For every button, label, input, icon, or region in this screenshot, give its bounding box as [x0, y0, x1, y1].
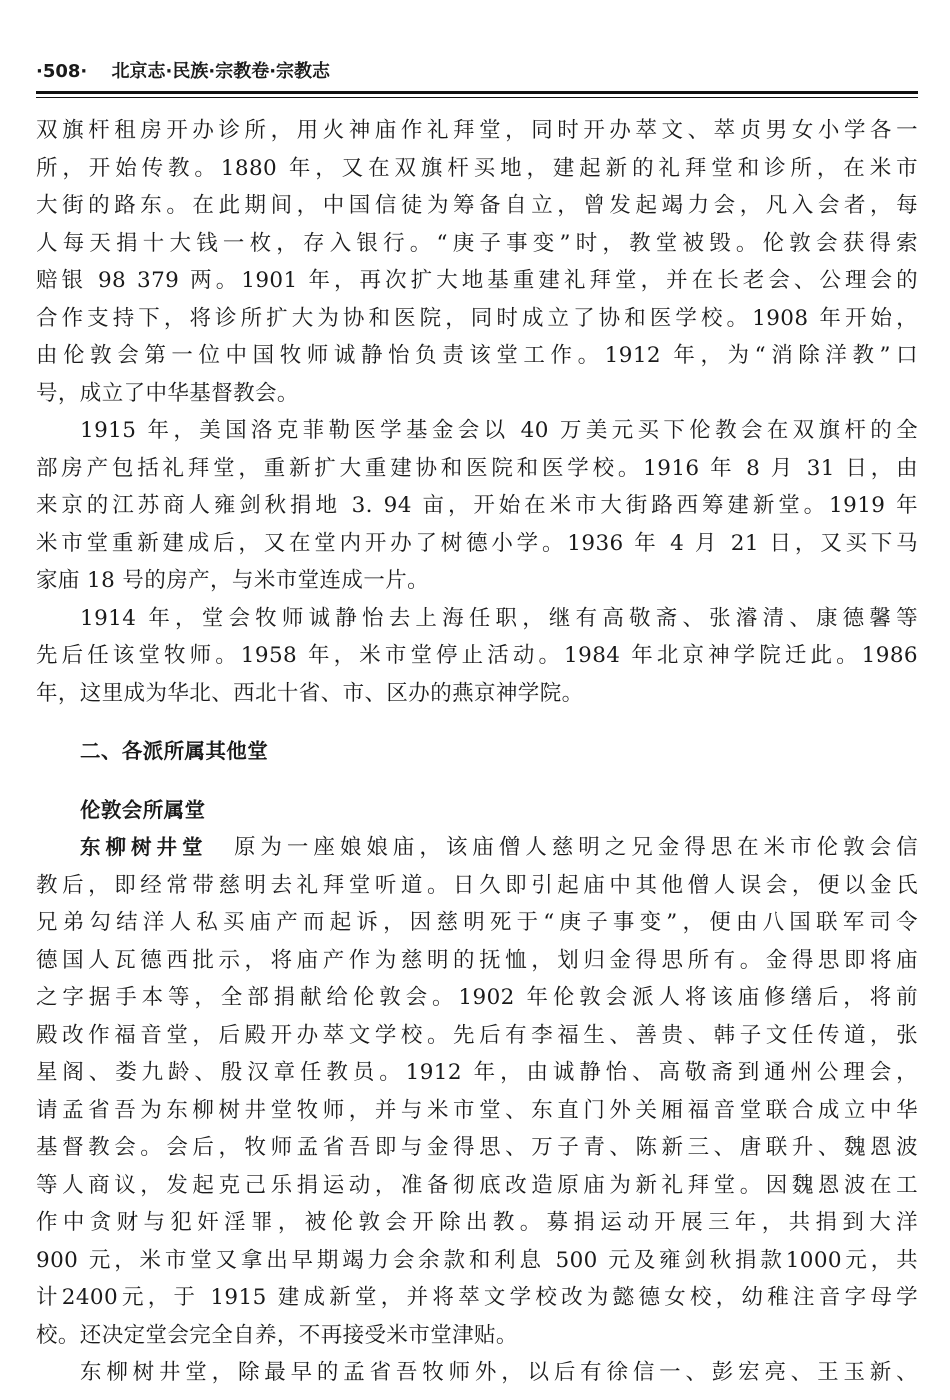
text-line: 900 元，米市堂又拿出早期竭力会余款和利息 500 元及雍剑秋捐款1000元，共: [36, 1247, 918, 1273]
section-heading: 二、各派所属其他堂: [80, 739, 269, 763]
text-line: 1914 年，堂会牧师诚静怡去上海任职，继有高敬斋、张濬清、康德馨等: [80, 605, 918, 631]
page-number: ·508·: [36, 61, 88, 82]
entry-lead-term: 东柳树井堂: [80, 835, 208, 859]
text-line: 合作支持下，将诊所扩大为协和医院，同时成立了协和医学校。1908 年开始，: [36, 305, 918, 331]
text-line: 殿改作福音堂，后殿开办萃文学校。先后有李福生、善贵、韩子文任传道，张: [36, 1022, 918, 1048]
text-line: 来京的江苏商人雍剑秋捐地 3. 94 亩，开始在米市大街路西筹建新堂。1919 年: [36, 493, 918, 518]
text-line: 大街的路东。在此期间，中国信徒为筹备自立，曾发起竭力会，凡入会者，每: [36, 193, 918, 218]
text-line: 请孟省吾为东柳树井堂牧师，并与米市堂、东直门外关厢福音堂联合成立中华: [36, 1097, 918, 1123]
spacer: [36, 771, 918, 792]
entry-first-line: 原为一座娘娘庙，该庙僧人慈明之兄金得思在米市伦敦会信: [233, 835, 919, 860]
text-line: 作中贪财与犯奸淫罪，被伦敦会开除出教。募捐运动开展三年，共捐到大洋: [36, 1210, 918, 1235]
text-line: 星阁、娄九龄、殷汉章任教员。1912 年，由诚静怡、高敬斋到通州公理会，: [36, 1060, 918, 1085]
text-line: 先后任该堂牧师。1958 年，米市堂停止活动。1984 年北京神学院迁此。1986: [36, 643, 918, 668]
text-line: 基督教会。会后，牧师孟省吾即与金得思、万子青、陈新三、唐联升、魏恩波: [36, 1135, 918, 1160]
text-line: 双旗杆租房开办诊所，用火神庙作礼拜堂，同时开办萃文、萃贞男女小学各一: [36, 118, 918, 143]
header-rule-thick: [36, 91, 918, 94]
paragraph-4: [36, 829, 918, 1354]
text-line: 米市堂重新建成后，又在堂内开办了树德小学。1936 年 4 月 21 日，又买下马: [36, 530, 918, 556]
text-line: 兄弟勾结洋人私买庙产而起诉，因慈明死于“庚子事变”，便由八国联军司令: [36, 910, 918, 935]
text-line: 赔银 98 379 两。1901 年，再次扩大地基重建礼拜堂，并在长老会、公理会的: [36, 268, 918, 293]
text-line: 人每天捐十大钱一枚，存入银行。“庚子事变”时，教堂被毁。伦敦会获得索: [36, 230, 918, 256]
body-text: [36, 112, 918, 1392]
paragraph-2: [36, 412, 918, 600]
paragraph-3: [36, 600, 918, 713]
text-line: 家庙 18 号的房产，与米市堂连成一片。: [36, 568, 430, 593]
subsection-heading: 伦敦会所属堂: [80, 797, 206, 822]
text-line: 之字据手本等，全部捐献给伦敦会。1902 年伦敦会派人将该庙修缮后，将前: [36, 985, 918, 1010]
running-header: [36, 58, 916, 90]
text-line: 1915 年，美国洛克菲勒医学基金会以 40 万美元买下伦教会在双旗杆的全: [80, 418, 918, 443]
text-line: 计2400元，于 1915 建成新堂，并将萃文学校改为懿德女校，幼稚注音字母学: [36, 1285, 918, 1310]
paragraph-1: [36, 112, 918, 412]
text-line: 教后，即经常带慈明去礼拜堂听道。日久即引起庙中其他僧人误会，便以金氏: [36, 872, 918, 898]
text-line: 部房产包括礼拜堂，重新扩大重建协和医院和医学校。1916 年 8 月 31 日，由: [36, 455, 918, 481]
spacer: [36, 712, 918, 733]
header-rule-thin: [36, 97, 918, 98]
text-line: 年，这里成为华北、西北十省、市、区办的燕京神学院。: [36, 680, 584, 706]
text-line: 等人商议，发起克己乐捐运动，准备彻底改造原庙为新礼拜堂。因魏恩波在工: [36, 1172, 918, 1198]
paragraph-5: [36, 1354, 918, 1392]
text-line: 所，开始传教。1880 年，又在双旗杆买地，建起新的礼拜堂和诊所，在米市: [36, 155, 918, 181]
text-line: 由伦敦会第一位中国牧师诚静怡负责该堂工作。1912 年，为“消除洋教”口: [36, 343, 918, 368]
text-line: 号，成立了中华基督教会。: [36, 380, 299, 406]
text-line: 东柳树井堂，除最早的孟省吾牧师外，以后有徐信一、彭宏亮、王玉新、: [80, 1360, 918, 1385]
text-line: 校。还决定堂会完全自养，不再接受米市堂津贴。: [36, 1322, 518, 1348]
running-title: 北京志·民族·宗教卷·宗教志: [111, 61, 331, 82]
text-line: 德国人瓦德西批示，将庙产作为慈明的抚恤，划归金得思所有。金得思即将庙: [36, 947, 918, 973]
text-line: [36, 829, 918, 867]
